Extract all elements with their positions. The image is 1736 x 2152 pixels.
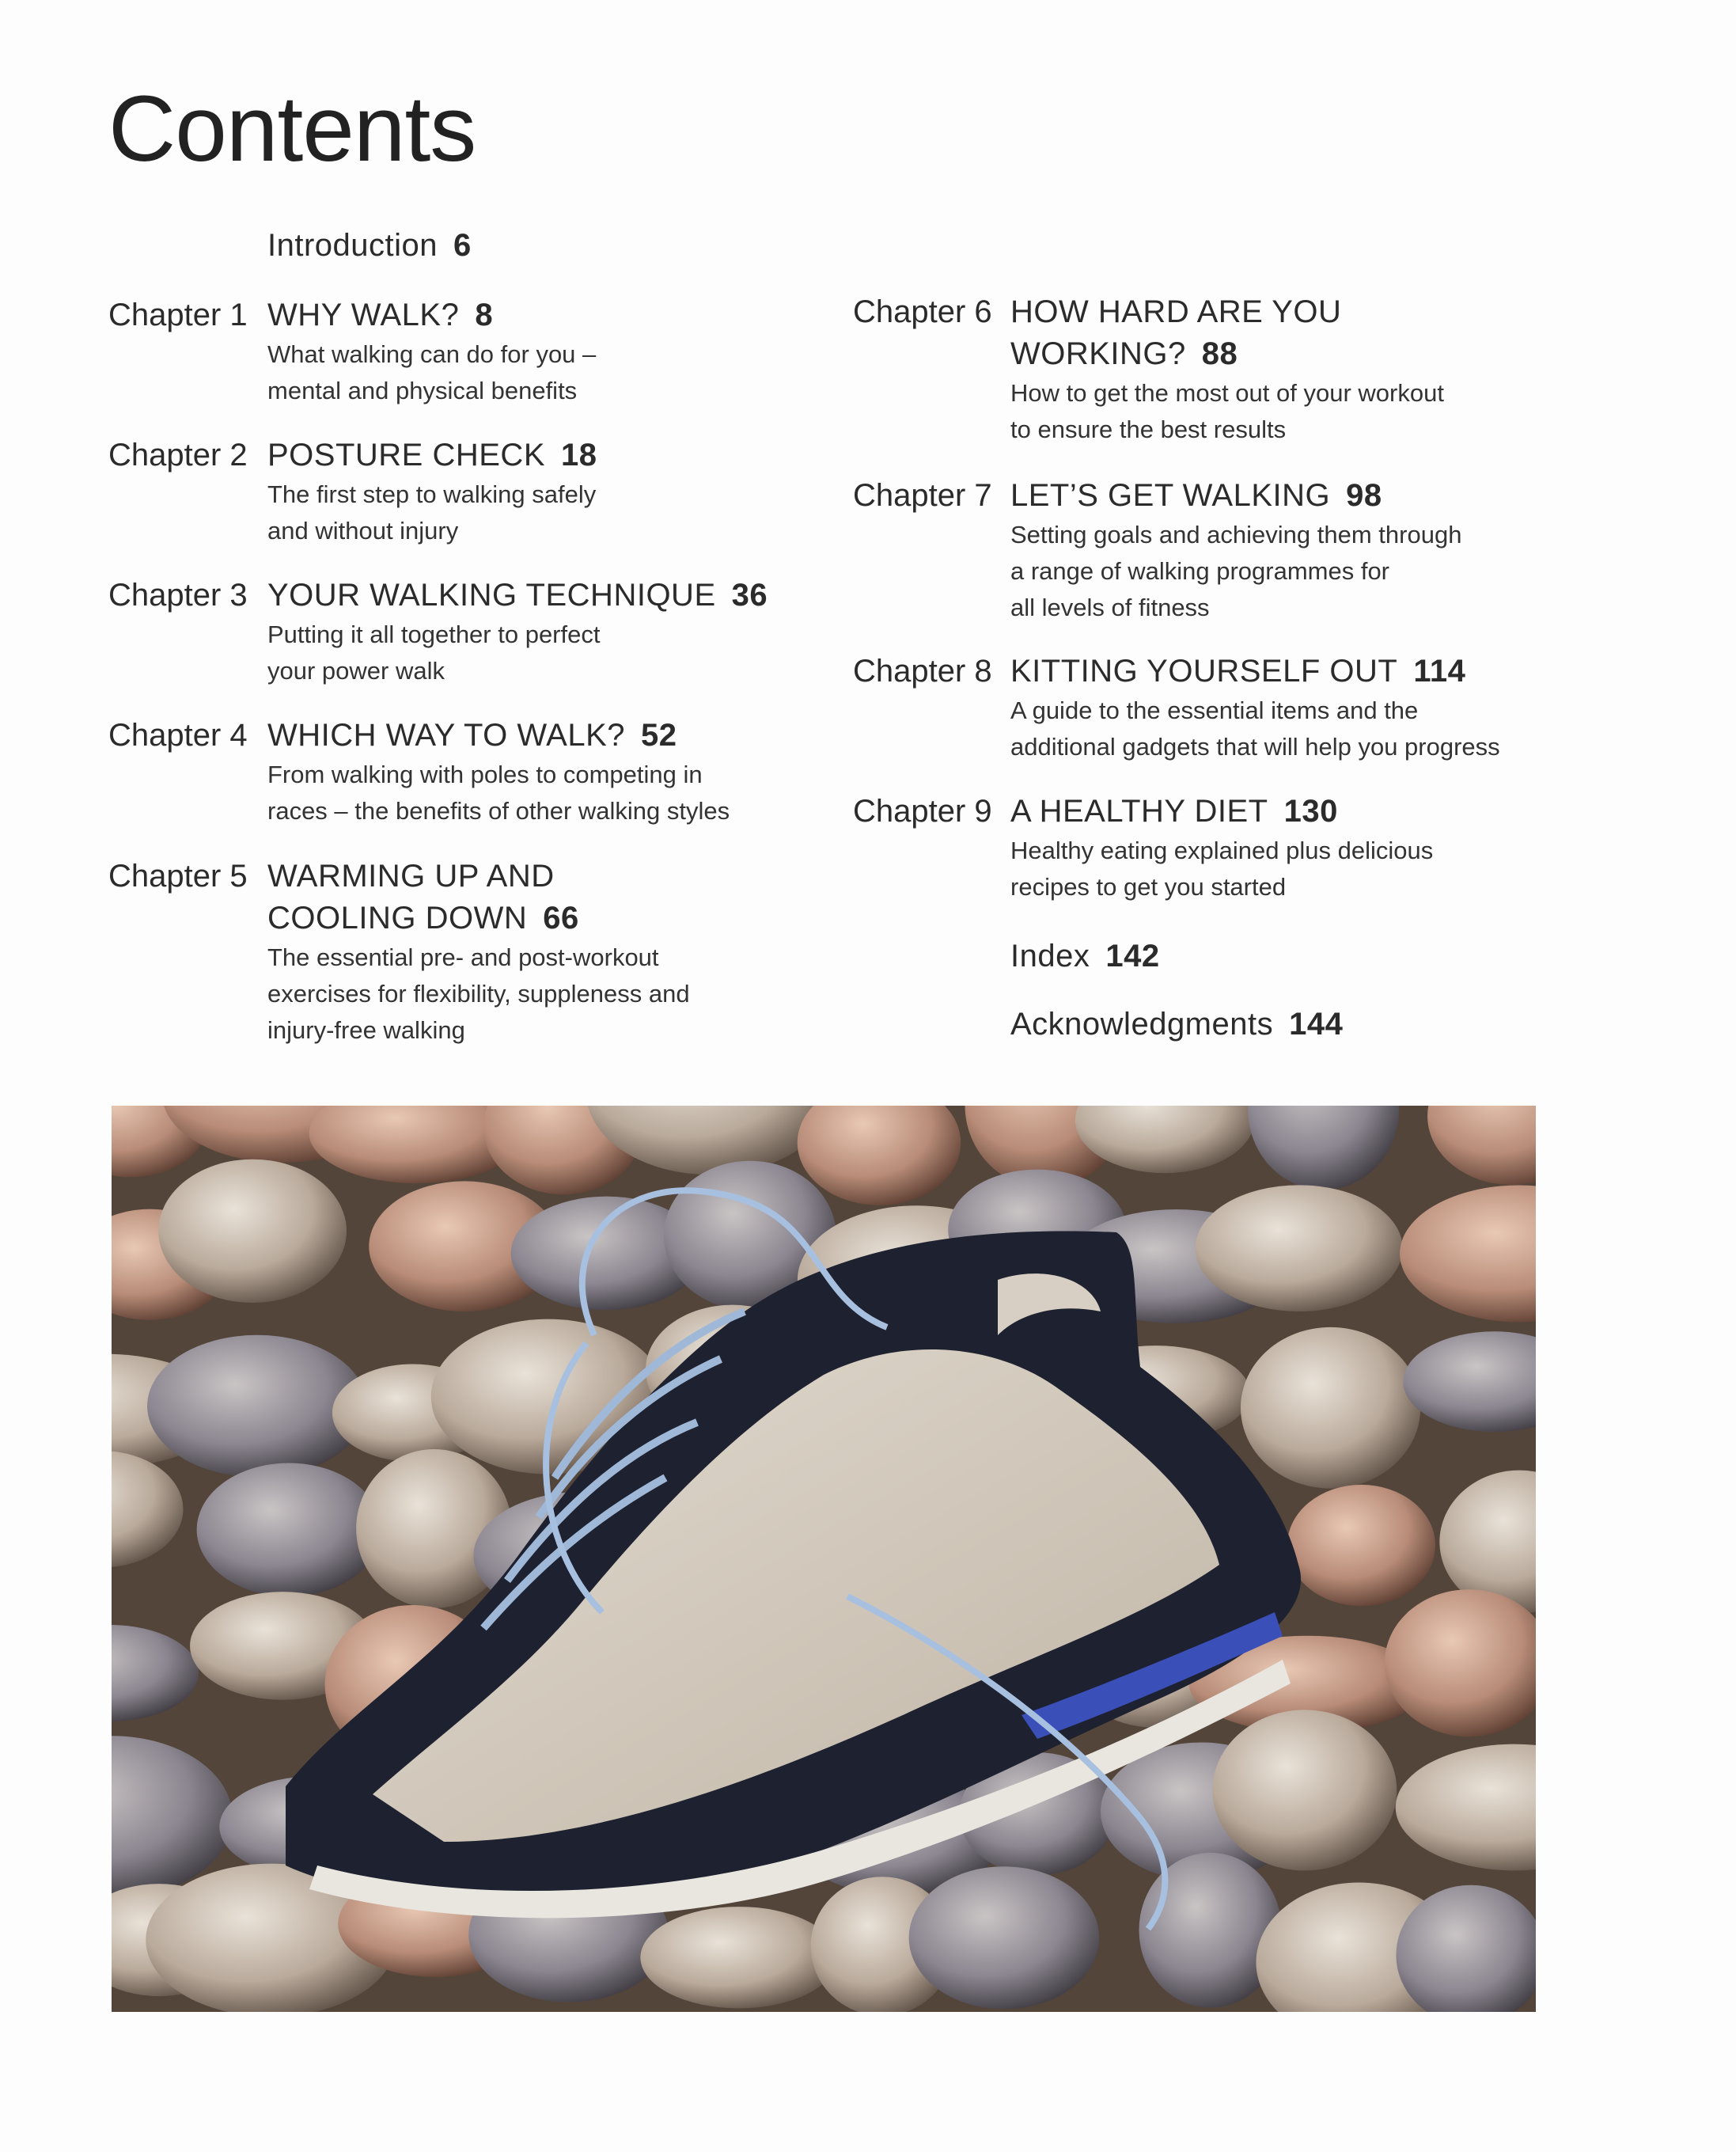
entry-title-text: Introduction: [267, 228, 438, 263]
entry-body: [267, 294, 596, 409]
entry-description: recipes to get you started: [1010, 873, 1287, 901]
page-number: 98: [1346, 478, 1382, 513]
page-number: 52: [641, 718, 677, 753]
entry-body: [1010, 1004, 1343, 1046]
entry-title-text: WARMING UP AND: [267, 859, 555, 894]
entry-title-text: WHICH WAY TO WALK?: [267, 718, 626, 753]
entry-title-text: POSTURE CHECK: [267, 438, 545, 473]
entry-description: From walking with poles to competing in: [267, 761, 703, 788]
entry-body: [267, 856, 690, 1049]
entry-title: [1010, 1004, 1343, 1046]
entry-description: The essential pre- and post-workout: [267, 943, 659, 971]
page-number: 142: [1105, 939, 1160, 974]
page-number: 130: [1283, 794, 1338, 829]
pebble: [158, 1159, 347, 1303]
page-number: 6: [453, 228, 472, 263]
entry-title: [1010, 475, 1461, 517]
chapter-label: Chapter 9: [853, 794, 992, 829]
entry-title-text: A HEALTHY DIET: [1010, 794, 1268, 829]
entry-body: [1010, 651, 1500, 765]
entry-title: [267, 435, 597, 476]
entry-description: How to get the most out of your workout: [1010, 379, 1444, 407]
pebble: [1287, 1485, 1435, 1606]
page-number: 8: [475, 298, 494, 332]
chapter-label: Chapter 8: [853, 654, 992, 689]
entry-title-text: COOLING DOWN: [267, 901, 528, 936]
entry-title: [267, 225, 472, 267]
entry-title: [1010, 936, 1160, 977]
entry-title: [1010, 333, 1444, 375]
entry-title: [267, 856, 690, 898]
chapter-label: Chapter 1: [108, 298, 248, 332]
entry-title-text: Acknowledgments: [1010, 1007, 1274, 1042]
entry-description: Setting goals and achieving them through: [1010, 521, 1462, 548]
page-number: 66: [543, 901, 579, 936]
pebble: [1196, 1185, 1403, 1311]
entry-title-text: LET’S GET WALKING: [1010, 478, 1331, 513]
entry-description: to ensure the best results: [1010, 416, 1287, 443]
page-title: Contents: [108, 77, 476, 181]
entry-body: [1010, 791, 1433, 905]
entry-title-text: HOW HARD ARE YOU: [1010, 294, 1342, 329]
entry-description: A guide to the essential items and the: [1010, 696, 1419, 724]
page-number: 88: [1201, 336, 1238, 371]
entry-body: [267, 575, 768, 689]
entry-body: [267, 435, 597, 549]
entry-title-text: KITTING YOURSELF OUT: [1010, 654, 1398, 689]
entry-description: and without injury: [267, 517, 459, 545]
entry-description: all levels of fitness: [1010, 594, 1210, 621]
chapter-label: Chapter 2: [108, 438, 248, 473]
entry-description: races – the benefits of other walking styles: [267, 797, 730, 825]
entry-description: exercises for flexibility, suppleness and: [267, 980, 690, 1008]
walking-shoe-on-pebbles-photo: [112, 1106, 1536, 2012]
page-number: 144: [1289, 1007, 1344, 1042]
pebble: [1212, 1710, 1397, 1870]
entry-description: The first step to walking safely: [267, 480, 597, 508]
entry-body: [267, 715, 730, 829]
chapter-label: Chapter 7: [853, 478, 992, 513]
entry-description: mental and physical benefits: [267, 377, 578, 404]
page-number: 36: [731, 578, 768, 613]
pebble: [197, 1463, 381, 1596]
entry-description: Healthy eating explained plus delicious: [1010, 837, 1434, 864]
entry-description: your power walk: [267, 657, 445, 685]
entry-title: [267, 898, 690, 939]
page-number: 114: [1413, 654, 1466, 689]
pebble: [909, 1866, 1100, 2009]
entry-title: [1010, 791, 1433, 833]
entry-body: [1010, 475, 1461, 626]
entry-body: [1010, 291, 1444, 448]
entry-description: a range of walking programmes for: [1010, 557, 1390, 585]
photo-illustration: [112, 1106, 1536, 2012]
entry-title: [267, 294, 596, 336]
entry-title-text: Index: [1010, 939, 1090, 974]
entry-title-text: YOUR WALKING TECHNIQUE: [267, 578, 716, 613]
entry-title: [1010, 291, 1444, 333]
page-number: 18: [561, 438, 597, 473]
chapter-label: Chapter 4: [108, 718, 248, 753]
pebble: [1241, 1327, 1420, 1489]
entry-title-text: WORKING?: [1010, 336, 1186, 371]
entry-title: [267, 575, 768, 617]
entry-body: [267, 225, 472, 267]
entry-body: [1010, 936, 1160, 977]
chapter-label: Chapter 6: [853, 294, 992, 329]
entry-description: Putting it all together to perfect: [267, 621, 601, 648]
entry-description: additional gadgets that will help you progress: [1010, 733, 1500, 761]
entry-description: What walking can do for you –: [267, 340, 597, 368]
entry-title: [1010, 651, 1500, 693]
entry-description: injury-free walking: [267, 1016, 465, 1044]
entry-title: [267, 715, 730, 757]
chapter-label: Chapter 5: [108, 859, 248, 894]
pebble: [640, 1907, 837, 2008]
entry-title-text: WHY WALK?: [267, 298, 460, 332]
chapter-label: Chapter 3: [108, 578, 248, 613]
